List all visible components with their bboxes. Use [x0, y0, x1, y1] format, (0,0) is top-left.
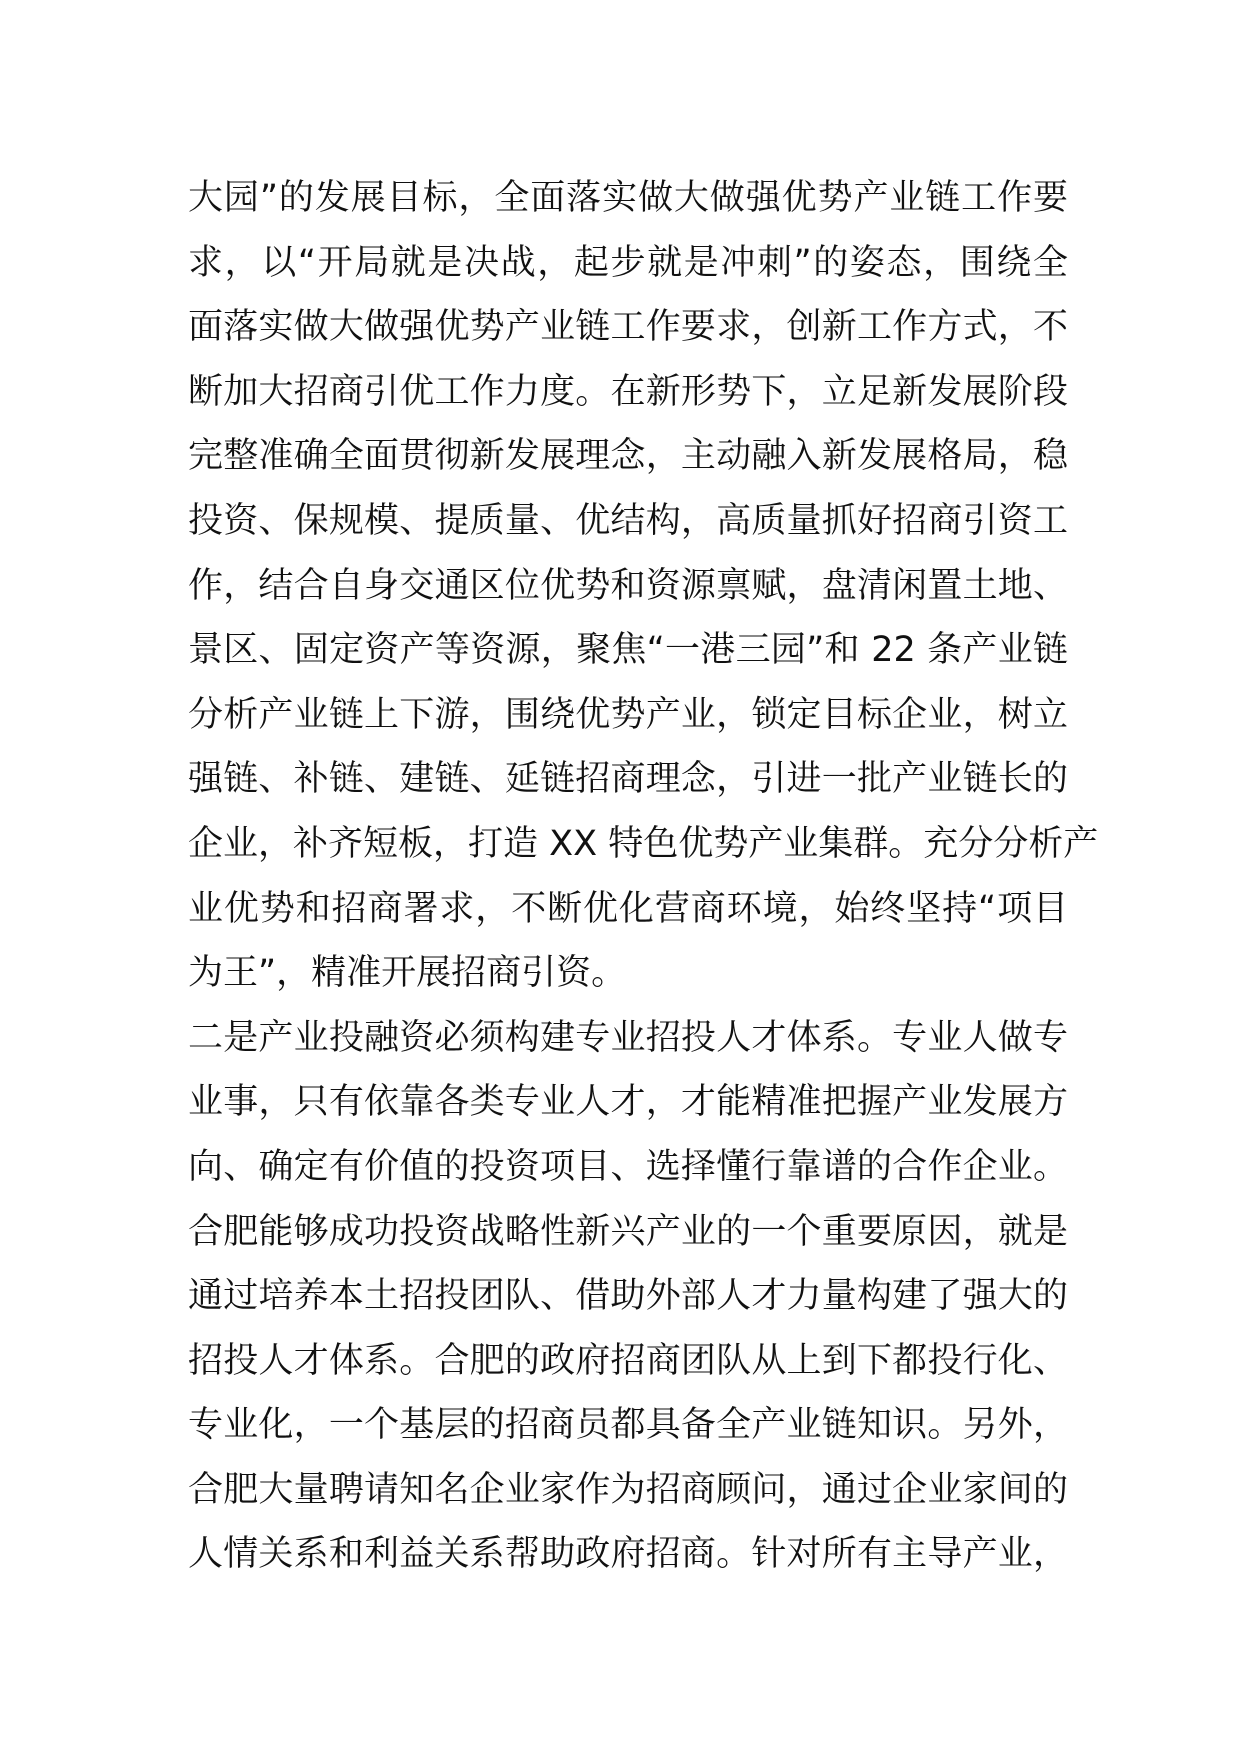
text-line: 专业化，一个基层的招商员都具备全产业链知识。另外，: [188, 1405, 1068, 1446]
text-line: 通过培养本土招投团队、借助外部人才力量构建了强大的: [188, 1276, 1068, 1317]
text-line: 分析产业链上下游，围绕优势产业，锁定目标企业，树立: [188, 694, 1068, 735]
text-line: 向、确定有价值的投资项目、选择懂行靠谱的合作企业。: [188, 1146, 1068, 1187]
text-line: 人情关系和利益关系帮助政府招商。针对所有主导产业，: [188, 1534, 1068, 1575]
text-line: 大园”的发展目标，全面落实做大做强优势产业链工作要: [188, 178, 1068, 218]
text-line: 景区、固定资产等资源，聚焦“一港三园”和 22 条产业链: [188, 630, 1068, 671]
text-line: 合肥能够成功投资战略性新兴产业的一个重要原因，就是: [188, 1211, 1068, 1252]
text-line: 投资、保规模、提质量、优结构，高质量抓好招商引资工: [188, 500, 1068, 541]
text-line: 求，以“开局就是决战，起步就是冲刺”的姿态，围绕全: [188, 242, 1068, 283]
text-line: 合肥大量聘请知名企业家作为招商顾问，通过企业家间的: [188, 1469, 1068, 1510]
text-line: 招投人才体系。合肥的政府招商团队从上到下都投行化、: [188, 1340, 1068, 1381]
paragraph-2: [188, 1006, 1068, 1587]
text-line: 面落实做大做强优势产业链工作要求，创新工作方式，不: [188, 307, 1068, 348]
body-text: [188, 166, 1099, 1587]
text-line: 强链、补链、建链、延链招商理念，引进一批产业链长的: [188, 759, 1068, 800]
text-line: 业优势和招商署求，不断优化营商环境，始终坚持“项目: [188, 888, 1068, 929]
text-line: 作，结合自身交通区位优势和资源禀赋，盘清闲置土地、: [188, 565, 1068, 606]
text-line: 为王”，精准开展招商引资。: [188, 953, 627, 994]
text-line: 二是产业投融资必须构建专业招投人才体系。专业人做专: [188, 1017, 1068, 1058]
text-line: 完整准确全面贯彻新发展理念，主动融入新发展格局，稳: [188, 436, 1068, 477]
text-line: 业事，只有依靠各类专业人才，才能精准把握产业发展方: [188, 1082, 1068, 1123]
paragraph-1: [188, 166, 1099, 1006]
text-line: 企业，补齐短板，打造 XX 特色优势产业集群。充分分析产: [188, 823, 1099, 864]
text-line: 断加大招商引优工作力度。在新形势下，立足新发展阶段: [188, 371, 1068, 412]
